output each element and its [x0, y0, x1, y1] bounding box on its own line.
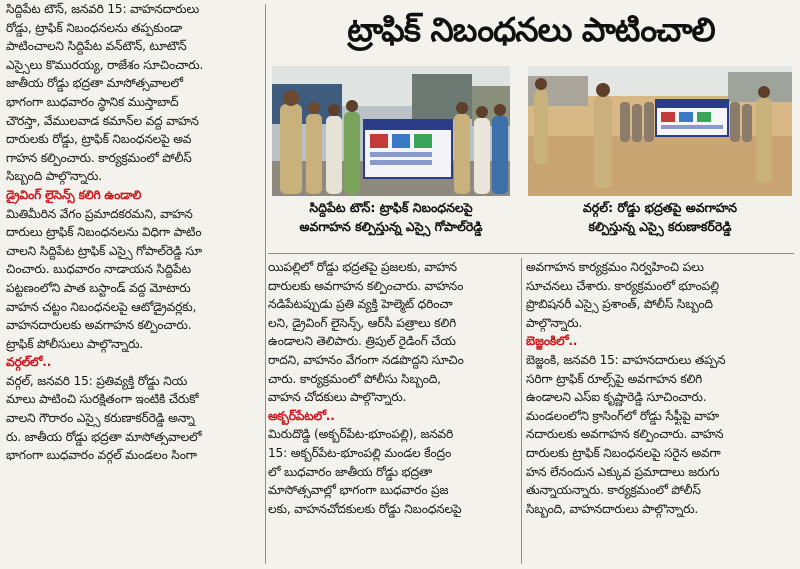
- body-line: చౌరస్తా, వేములవాడ కమాన్‌ల వద్ద వాహన: [6, 113, 199, 128]
- body-line: హన లేనందున ఎక్కువ ప్రమాదాలు జరుగు: [526, 464, 720, 479]
- body-line: చించారు. బుధవారం నాడాయన సిద్దిపేట: [6, 262, 191, 277]
- body-line: బెజ్జంకి, జనవరి 15: వాహనదారులు తప్పన: [526, 352, 726, 367]
- body-line: 15: అక్బర్‌పేట-భూంపల్లి మండల కేంద్రం: [268, 445, 452, 460]
- body-line: నడిపేటప్పుడు ప్రతి వ్యక్తి హెల్మెట్ ధరించా: [268, 297, 453, 312]
- body-line: మిరుదొడ్డి (అక్బర్‌పేట-భూంపల్లి), జనవరి: [268, 427, 454, 442]
- body-line: యిపల్లిలో రోడ్డు భద్రతపై ప్రజలకు, వాహన: [268, 260, 457, 274]
- body-line: ఉండాలని తెలిపారు. త్రిపుల్ రైడింగ్ చేయ: [268, 334, 456, 349]
- photo-siddipet-awareness: [272, 66, 510, 196]
- caption-line: కల్పిస్తున్న ఎస్సై కరుణాకర్‌రెడ్డి: [588, 219, 732, 234]
- body-line: వాలని గౌరారం ఎస్సై కరుణాకర్‌రెడ్డి అన్నా: [6, 411, 195, 426]
- body-line: మాలు పాటించి సురక్షితంగా ఇంటికి చేరుకో: [6, 392, 199, 407]
- body-line: వాహన చట్టం నిబంధనలపై ఆటోడ్రైవర్లకు,: [6, 299, 197, 314]
- photo-siddipet-caption: [268, 198, 514, 236]
- subheading: అక్బర్‌పేటలో..: [268, 408, 335, 423]
- body-line: మండలంలోని క్రాసింగ్‌లో రోడ్డు సేఫ్టీపై వాహ: [526, 408, 719, 423]
- body-line: మాసోత్సవాల్లో భాగంగా బుధవారం ప్రజ: [268, 483, 449, 498]
- body-line: పాల్గొన్నారు.: [526, 315, 583, 330]
- body-line: రోడ్డు, ట్రాఫిక్ నిబంధనలను తప్పకుండా: [6, 20, 183, 35]
- body-line: భాగంగా బుధవారం వర్గల్ మండలం సింగా: [6, 448, 197, 463]
- body-line: వాహనదారులకు అవగాహన కల్పించారు.: [6, 318, 192, 333]
- body-line: దారులకు రోడ్డు, ట్రాఫిక్ నిబంధనలపై అవ: [6, 132, 192, 147]
- article-column-3: [526, 258, 794, 569]
- caption-line: సిద్దిపేట టౌన్: ట్రాఫిక్ నిబంధనలపై: [309, 200, 473, 215]
- body-line: తున్నాయన్నారు. కార్యక్రమంలో పోలీస్: [526, 483, 701, 498]
- body-line: దారులు ట్రాఫిక్ నిబంధనలను విధిగా పాటిం: [6, 225, 202, 240]
- body-line: సూచనలు చేశారు. కార్యక్రమంలో భూంపల్లి: [526, 278, 719, 293]
- headline: ట్రాఫిక్ నిబంధనలు పాటించాలి: [347, 10, 715, 49]
- photo-vargal-caption: [524, 198, 796, 236]
- body-line: ట్రాఫిక్ పోలీసులు పాల్గొన్నారు.: [6, 336, 143, 351]
- photo-vargal-awareness: [528, 66, 792, 196]
- body-line: చాలని సిద్దిపేట ట్రాఫిక్ ఎస్సై గోపాల్‌రెడ్డి సూ: [6, 243, 202, 258]
- body-line: సిద్దిపేట టౌన్, జనవరి 15: వాహనదారులు: [6, 2, 199, 16]
- body-line: భాగంగా బుధవారం స్థానిక ముస్తాబాద్: [6, 94, 179, 109]
- body-line: గాహన కల్పించారు. కార్యక్రమంలో పోలీస్: [6, 150, 192, 165]
- subheading: వర్గల్‌లో..: [6, 355, 52, 370]
- subheading: డ్రైవింగ్ లైసెన్స్ కలిగి ఉండాలి: [6, 187, 142, 202]
- body-line: పట్టణంలోని పాత బస్టాండ్ వద్ద మోటారు: [6, 280, 191, 295]
- article-column-2: [268, 258, 518, 569]
- column-rule-left: [265, 4, 266, 564]
- column-rule-right: [521, 258, 522, 564]
- body-line: ఉండాలని ఎస్ఐ కృష్ణారెడ్డి సూచించారు.: [526, 390, 707, 405]
- body-line: పాటించాలని సిద్దిపేట వన్‌టౌన్, టూటౌన్: [6, 39, 187, 54]
- body-line: సరిగా ట్రాఫిక్ రూల్స్‌పై అవగాహన కలిగి: [526, 371, 703, 386]
- caption-line: అవగాహన కల్పిస్తున్న ఎస్సై గోపాల్‌రెడ్డి: [299, 219, 483, 234]
- body-line: సిబ్బంది, వాహనదారులు పాల్గొన్నారు.: [526, 501, 699, 516]
- body-line: చారు. కార్యక్రమంలో పోలీసు సిబ్బంది,: [268, 371, 441, 386]
- body-line: లో బుధవారం జాతీయ రోడ్డు భద్రతా: [268, 464, 433, 479]
- body-line: నదారులకు అవగాహన కల్పించారు. వాహన: [526, 427, 724, 442]
- body-line: ప్రొబిషనరీ ఎస్సై ప్రశాంత్, పోలీస్ సిబ్బంది: [526, 297, 713, 312]
- caption-rule: [268, 253, 794, 254]
- body-line: సిబ్బంది పాల్గొన్నారు.: [6, 169, 102, 184]
- body-line: దారులకు అవగాహన కల్పించారు. వాహనం: [268, 278, 464, 293]
- body-line: రు. జాతీయ రోడ్డు భద్రతా మాసోత్సవాలలో: [6, 429, 202, 444]
- body-line: లకు, వాహనచోదకులకు రోడ్డు నిబంధనలపై: [268, 501, 462, 516]
- body-line: రాదని, వాహనం వేగంగా నడపొద్దని సూచిం: [268, 352, 464, 367]
- caption-line: వర్గల్: రోడ్డు భద్రతపై అవగాహన: [582, 200, 738, 215]
- body-line: ఎస్సైలు కొమురయ్య, రాజేశం సూచించారు.: [6, 57, 204, 72]
- body-line: మితిమీరిన వేగం ప్రమాదకరమని, వాహన: [6, 206, 193, 221]
- body-line: దారులకు ట్రాఫిక్ నిబంధనలపై సరైన అవగా: [526, 445, 721, 460]
- article-column-1: [6, 0, 264, 569]
- body-line: అవగాహన కార్యక్రమం నిర్వహించి పలు: [526, 260, 704, 274]
- body-line: లని, డ్రైవింగ్ లైసెన్స్, ఆర్‌సీ పత్రాలు కలిగి: [268, 315, 456, 330]
- body-line: వర్గల్, జనవరి 15: ప్రతివ్యక్తి రోడ్డు నియ: [6, 373, 188, 388]
- subheading: బెజ్జంకిలో..: [526, 334, 578, 349]
- body-line: వాహన చోదకులు పాల్గొన్నారు.: [268, 390, 407, 405]
- body-line: జాతీయ రోడ్డు భద్రతా మాసోత్సవాలలో: [6, 76, 183, 91]
